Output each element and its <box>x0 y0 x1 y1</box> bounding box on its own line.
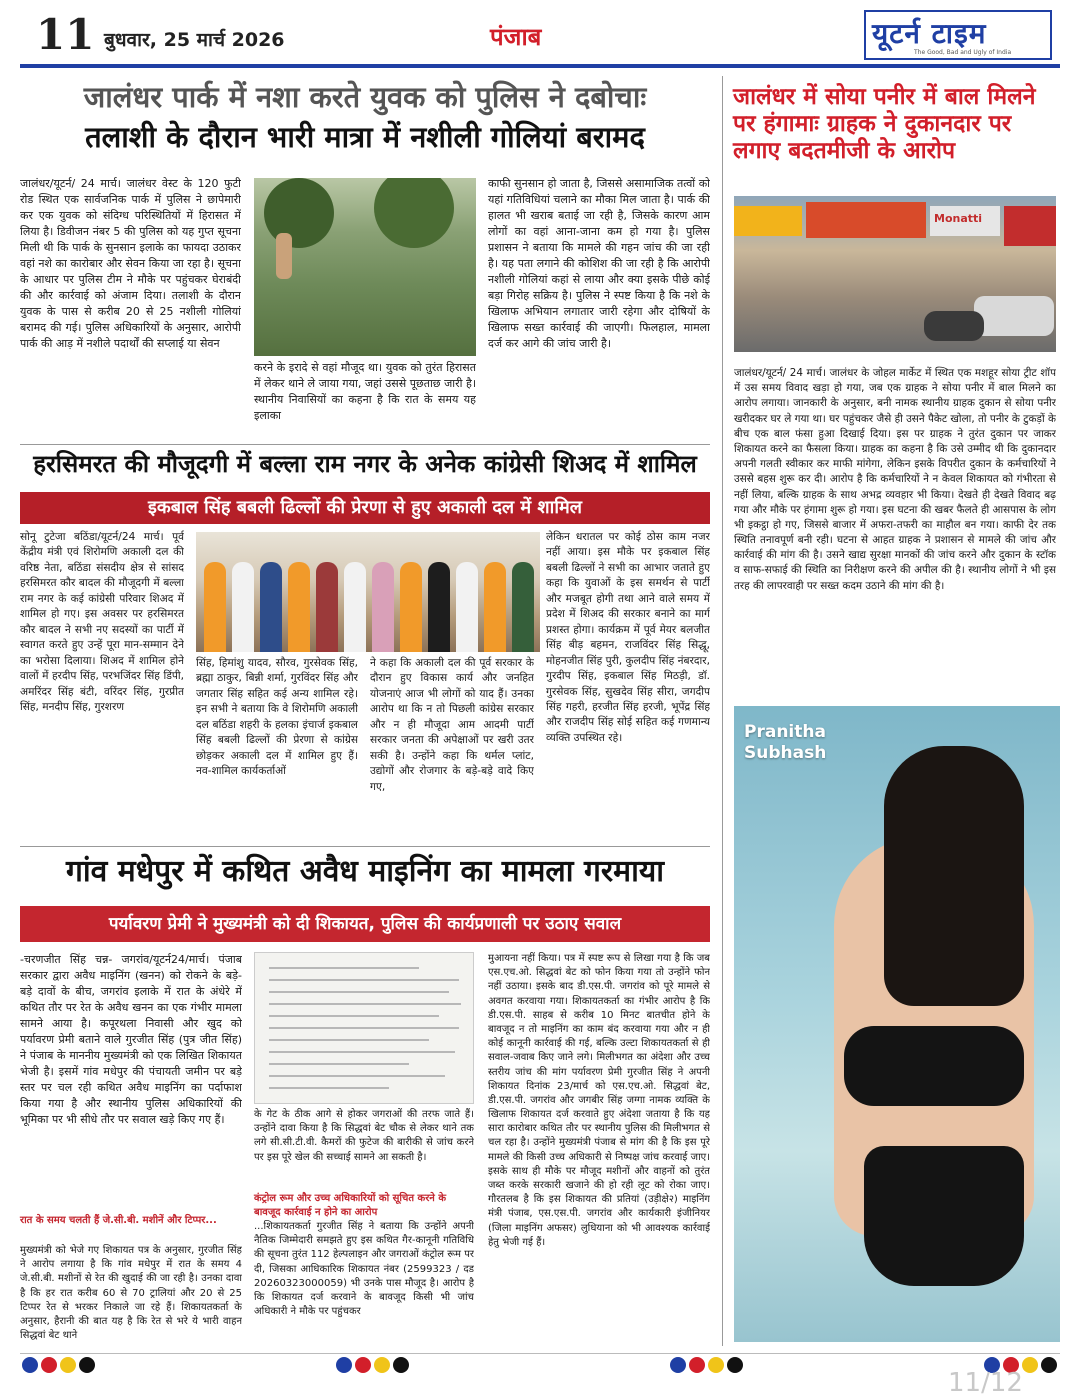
color-dot <box>670 1357 686 1373</box>
story4-column-3: मुआयना नहीं किया। पत्र में स्पष्ट रूप से लिखा गया है कि जब एस.एच.ओ. सिद्धवां बेट को फोन किया गया तो उन्होंने फोन नहीं उठाया। इसके बाद डी.एस.पी. जगरांव को पूरे मामले से अवगत करवाया गया। शिकायतकर्ता का गंभीर आरोप है कि डी.एस.पी. साहब से करीब 10 मिनट बातचीत होने के बावजूद न तो माइनिंग का काम बंद करवाया गया और न ही कोई कानूनी कार्रवाई की गई, बल्कि उल्टा शिकायतकर्ता से ही सवाल-जवाब किए जाने लगे। मिलीभगत का अंदेशा और उच्च स्तरीय जांच की मांग पर्यावरण प्रेमी गुरजीत सिंह ने अपनी शिकायत दिनांक 23/मार्च को एस.एच.ओ. सिद्धवां बेट, डी.एस.पी. जगरांव और जगबीर सिंह जग्गा नामक व्यक्ति के खिलाफ शिकायत दर्ज करवाते हुए अंदेशा जताया है कि यह सारा कारोबार कथित तौर पर स्थानीय पुलिस की मिलीभगत से चल रहा है। उन्होंने मुख्यमंत्री पंजाब से मांग की है कि इस पूरे मामले की किसी उच्च अधिकारी से निष्पक्ष जांच करवाई जाए। इसके साथ ही मौके पर मौजूद मशीनों और वाहनों को तुरंत जब्त करके सरकारी खजाने की हो रही लूट को रोका जाए। गौरतलब है कि इस शिकायत की प्रतियां (उड़ीक्षे२) माइनिंग मंत्री पंजाब, एस.एस.पी. जगरांव और कार्यकारी इंजीनियर (जिला माइनिंग अफसर) लुधियाना को भी आवश्यक कार्रवाई हेतु भेजी गई हैं। <box>488 953 710 1248</box>
color-dot <box>727 1357 743 1373</box>
story4-column-1-subhead: रात के समय चलती हैं जे.सी.बी. मशीनें और टिप्पर... <box>20 1215 217 1226</box>
story4-subhead-bar: पर्यावरण प्रेमी ने मुख्यमंत्री को दी शिकायत, पुलिस की कार्यप्रणाली पर उठाए सवाल <box>20 906 710 942</box>
celebrity-name-line2: Subhash <box>744 743 827 764</box>
newspaper-logo <box>864 10 1052 60</box>
color-dot <box>336 1357 352 1373</box>
color-dot <box>22 1357 38 1373</box>
story2-body: जालंधर/यूटर्न/ 24 मार्च। जालंधर के जोहल मार्केट में स्थित एक मशहूर सोया ट्रीट शॉप में उस समय विवाद खड़ा हो गया, जब एक ग्राहक ने सोया पनीर में बाल मिलने का आरोप लगाया। जानकारी के अनुसार, बनी नामक स्थानीय ग्राहक दुकान से सोया पनीर खरीदकर घर ले गया था। घर पहुंचकर जैसे ही उसने पैकेट खोला, तो पनीर के टुकड़ों के बीच एक बाल फंसा हुआ दिखाई दिया। इस पर ग्राहक ने तुरंत दुकान पर जाकर शिकायत करने का फैसला किया। ग्राहक का कहना है कि उसे उम्मीद थी कि दुकानदार अपनी गलती स्वीकार कर माफी मांगेगा, लेकिन इसके विपरीत दुकान के कर्मचारियों ने उससे बहस शुरू कर दी। आरोप है कि कर्मचारियों ने न केवल शिकायत को गंभीरता से नहीं लिया, बल्कि ग्राहक के साथ अभद्र व्यवहार भी किया। देखते ही देखते विवाद बढ़ गया और मौके पर हंगामा शुरू हो गया। इस घटना की खबर फैलते ही आसपास के लोग भी इकट्ठा हो गए, जिससे बाजार में अफरा-तफरी का माहौल बन गया। काफी देर तक स्थिति तनावपूर्ण बनी रही। घटना से आहत ग्राहक ने प्रशासन से मामले की जांच और कार्रवाई की मांग की है। उसने खाद्य सुरक्षा मानकों की जांच करने और दुकान के स्टॉक व साफ-सफाई की स्थिति का निरीक्षण करने की अपील की है। स्थानीय लोगों ने भी इस तरह की लापरवाही पर सख्त कदम उठाने की मांग की है। <box>734 367 1056 592</box>
celebrity-name-line1: Pranitha <box>744 722 826 742</box>
logo-tagline: The Good, Bad and Ugly of India <box>914 49 1012 56</box>
color-dot <box>393 1357 409 1373</box>
registration-dots-center <box>336 1357 409 1373</box>
story4-column-2: के गेट के ठीक आगे से होकर जगराओं की तरफ जाते हैं। उन्होंने दावा किया है कि सिद्धवां बेट चौक से लेकर थाने तक लगे सी.सी.टी.वी. कैमरों की फुटेज की बारीकी से जांच करने पर इस पूरे खेल की सच्चाई सामने आ सकती है। <box>254 1109 474 1163</box>
page-date: बुधवार, 25 मार्च 2026 <box>104 29 285 51</box>
footer-rule <box>20 1353 1060 1354</box>
color-dot <box>374 1357 390 1373</box>
story3-column-2: सिंह, हिमांशु यादव, सौरव, गुरसेवक सिंह, ब्रह्मा ठाकुर, बिन्नी शर्मा, गुरविंदर सिंह और जगतार सिंह सहित कई अन्य शामिल रहे। इन सभी ने बताया कि वे शिरोमणि अकाली दल बठिंडा शहरी के हलका इंचार्ज इकबाल सिंह बबली ढिल्लों की प्रेरणा से कांग्रेस छोड़कर अकाली दल में शामिल हुए हैं। नव-शामिल कार्यकर्ताओं <box>196 657 358 778</box>
section-divider <box>20 846 710 847</box>
story1-column-1: जालंधर/यूटर्न/ 24 मार्च। जालंधर वेस्ट के 120 फुटी रोड स्थित एक सार्वजनिक पार्क में पुलिस ने छापेमारी कर एक युवक को संदिग्ध परिस्थितियों में हिरासत में लिया है। डिवीजन नंबर 5 की पुलिस को यह गुप्त सूचना मिली थी कि पार्क के सुनसान इलाके का फायदा उठाकर वहां नशे का कारोबार और सेवन किया जा रहा है। सूचना के आधार पर पुलिस टीम ने मौके पर पहुंचकर घेराबंदी की और कार्रवाई को अंजाम दिया। तलाशी के दौरान युवक के पास से करीब 20 से 25 नशीली गोलियां बरामद की गई। पुलिस अधिकारियों के अनुसार, आरोपी पार्क की आड़ में नशीले पदार्थों की सप्लाई या सेवन <box>20 177 241 351</box>
section-divider <box>20 444 710 445</box>
story4-headline: गांव मधेपुर में कथित अवैध माइनिंग का मामला गरमाया <box>65 854 665 889</box>
color-dot <box>79 1357 95 1373</box>
story3-headline: हरसिमरत की मौजूदगी में बल्ला राम नगर के अनेक कांग्रेसी शिअद में शामिल <box>33 450 697 478</box>
story4-column-1-rest: मुख्यमंत्री को भेजे गए शिकायत पत्र के अनुसार, गुरजीत सिंह ने आरोप लगाया है कि गांव मधेपुर में रात के समय 4 जे.सी.बी. मशीनों से रेत की खुदाई की जा रही है। उनका दावा है कि हर रात करीब 60 से 70 ट्रालियां और 20 से 25 टिप्पर रेत से भरकर निकाले जा रहे हैं। शिकायतकर्ता के अनुसार, हैरानी की बात यह है कि रेत से भरे ये भारी वाहन सिद्धवां बेट थाने <box>20 1245 242 1342</box>
complaint-letter-photo <box>254 952 474 1104</box>
story1-column-3: काफी सुनसान हो जाता है, जिससे असामाजिक तत्वों को यहां गतिविधियां चलाने का मौका मिल जाता है। पार्क की हालत भी खराब बताई जा रही है, जिसके कारण आम लोगों का वहां आना-जाना कम हो गया है। पुलिस प्रशासन ने बताया कि मामले की गहन जांच की जा रही है। यह पता लगाने की कोशिश की जा रही है कि आरोपी नशीली गोलियां कहां से लाया और क्या इसके पीछे कोई बड़ा गिरोह सक्रिय है। पुलिस ने स्पष्ट किया है कि नशे के खिलाफ अभियान लगातार जारी रहेगा और दोषियों के खिलाफ सख्त कार्रवाई की जाएगी। फिलहाल, मामला दर्ज कर आगे की जांच जारी है। <box>488 177 710 351</box>
party-joining-photo <box>196 532 540 652</box>
column-divider <box>722 76 723 1346</box>
story2-headline-text: जालंधर में सोया पनीर में बाल मिलने पर हंगामाः ग्राहक ने दुकानदार पर लगाए बदतमीजी के आरोप <box>733 84 1036 165</box>
story1-headline-line1: जालंधर पार्क में नशा करते युवक को पुलिस ने दबोचाः <box>83 80 647 114</box>
story3-column-3: ने कहा कि अकाली दल की पूर्व सरकार के दौरान हुए विकास कार्य और जनहित योजनाएं आज भी लोगों को याद हैं। उनका आरोप था कि न तो पिछली कांग्रेस सरकार और न ही मौजूदा आम आदमी पार्टी सरकार जनता की अपेक्षाओं पर खरी उतर सकी है। उन्होंने कहा कि थर्मल प्लांट, उद्योगों और रोजगार के बड़े-बड़े वादे किए गए, <box>370 657 534 793</box>
section-title: पंजाब <box>490 23 542 51</box>
registration-dots-right <box>670 1357 743 1373</box>
story3-column-1: सोनू टुटेजा बठिंडा/यूटर्न/24 मार्च। पूर्व केंद्रीय मंत्री एवं शिरोमणि अकाली दल की वरिष्ठ नेता, बठिंडा संसदीय क्षेत्र से सांसद हरसिमरत कौर बादल की मौजूदगी में बल्ला राम नगर के कई कांग्रेसी परिवार शिअद में शामिल हो गए। इस अवसर पर हरसिमरत कौर बादल ने सभी नए सदस्यों का पार्टी में स्वागत करते हुए उन्हें पूरा मान-सम्मान देने का भरोसा दिलाया। शिअद में शामिल होने वालों में हरदीप सिंह, परभजिंदर सिंह डिंपी, अमरिंदर सिंह बंटी, वरिंदर सिंह, गुरप्रीत सिंह, मनदीप सिंह, गुरशरण <box>20 531 184 713</box>
color-dot <box>60 1357 76 1373</box>
story1-column-2: करने के इरादे से वहां मौजूद था। युवक को तुरंत हिरासत में लेकर थाने ले जाया गया, जहां उससे पूछताछ जारी है। स्थानीय निवासियों का कहना है कि रात के समय यह इलाका <box>254 361 476 423</box>
story3-subhead-bar: इकबाल सिंह बबली ढिल्लों की प्रेरणा से हुए अकाली दल में शामिल <box>20 492 710 524</box>
masthead-rule <box>20 64 1060 68</box>
story2-headline <box>733 84 1060 165</box>
color-dot <box>1041 1357 1057 1373</box>
color-dot <box>355 1357 371 1373</box>
logo-text: यूटर्न टाइम <box>872 17 987 50</box>
story4-column-1: -चरणजीत सिंह चन्न- जगरांव/यूटर्न24/मार्च। पंजाब सरकार द्वारा अवैध माइनिंग (खनन) को रोकने के बड़े-बड़े दावों के बीच, जगरांव इलाके में रात के अंधेरे में कथित तौर पर रेत के अवैध खनन का एक गंभीर मामला सामने आया है। कपूरथला निवासी और खुद को पर्यावरण प्रेमी बताने वाले गुरजीत सिंह (पुत्र जीत सिंह) ने पंजाब के माननीय मुख्यमंत्री को एक लिखित शिकायत भेजी है। इसमें गांव मधेपुर की पंचायती जमीन पर बड़े स्तर पर चल रही कथित अवैध माइनिंग का पर्दाफाश किया गया है और स्थानीय पुलिस अधिकारियों की भूमिका पर भी सीधे तौर पर सवाल खड़े किए गए हैं। <box>20 953 242 1127</box>
shop-sign-text: Monatti <box>934 212 983 225</box>
story4-column-2-rest: ...शिकायतकर्ता गुरजीत सिंह ने बताया कि उन्होंने अपनी नैतिक जिम्मेदारी समझते हुए इस कथित गैर-कानूनी गतिविधि की सूचना तुरंत 112 हेल्पलाइन और जगराओं कंट्रोल रूम पर दी, जिसका आधिकारिक शिकायत नंबर (2599323 / दड 20260323000059) भी उनके पास मौजूद है। आरोप है कि शिकायत दर्ज करवाने के बावजूद किसी भी जांच अधिकारी ने मौके पर पहुंचकर <box>254 1221 474 1318</box>
story1-headline-line2: तलाशी के दौरान भारी मात्रा में नशीली गोलियां बरामद <box>85 120 645 154</box>
color-dot <box>689 1357 705 1373</box>
registration-dots-left <box>22 1357 95 1373</box>
celebrity-photo <box>734 706 1060 1342</box>
shop-photo <box>734 196 1056 352</box>
masthead <box>20 6 1060 64</box>
story3-column-4: लेकिन धरातल पर कोई ठोस काम नजर नहीं आया। इस मौके पर इकबाल सिंह बबली ढिल्लों ने सभी का आभार जताते हुए कहा कि युवाओं के इस समर्थन से पार्टी और मजबूत होगी तथा आने वाले समय में प्रदेश में शिअद की सरकार बनाने का मार्ग प्रशस्त होगा। कार्यक्रम में पूर्व मेयर बलजीत सिंह बीड़ बहमन, राजविंदर सिंह सिद्धू, मोहनजीत सिंह पुरी, कुलदीप सिंह नंबरदार, गुरदीप सिंह, इकबाल सिंह मिठड़ी, डॉ. गुरसेवक सिंह, सुखदेव सिंह सीरा, जगदीप सिंह गहरी, हरजीत सिंह हरजी, भूपेंद्र सिंह और राजदीप सिंह सोई सहित कई गणमान्य व्यक्ति उपस्थित रहे। <box>546 531 710 744</box>
color-dot <box>1022 1357 1038 1373</box>
story4-column-2-subhead: कंट्रोल रूम और उच्च अधिकारियों को सूचित करने के बावजूद कार्रवाई न होने का आरोप <box>254 1193 447 1218</box>
page-count: 11/12 <box>948 1368 1023 1398</box>
color-dot <box>41 1357 57 1373</box>
celebrity-name <box>744 722 826 765</box>
color-dot <box>708 1357 724 1373</box>
park-photo <box>254 178 476 356</box>
page-number: 11 <box>36 10 95 59</box>
